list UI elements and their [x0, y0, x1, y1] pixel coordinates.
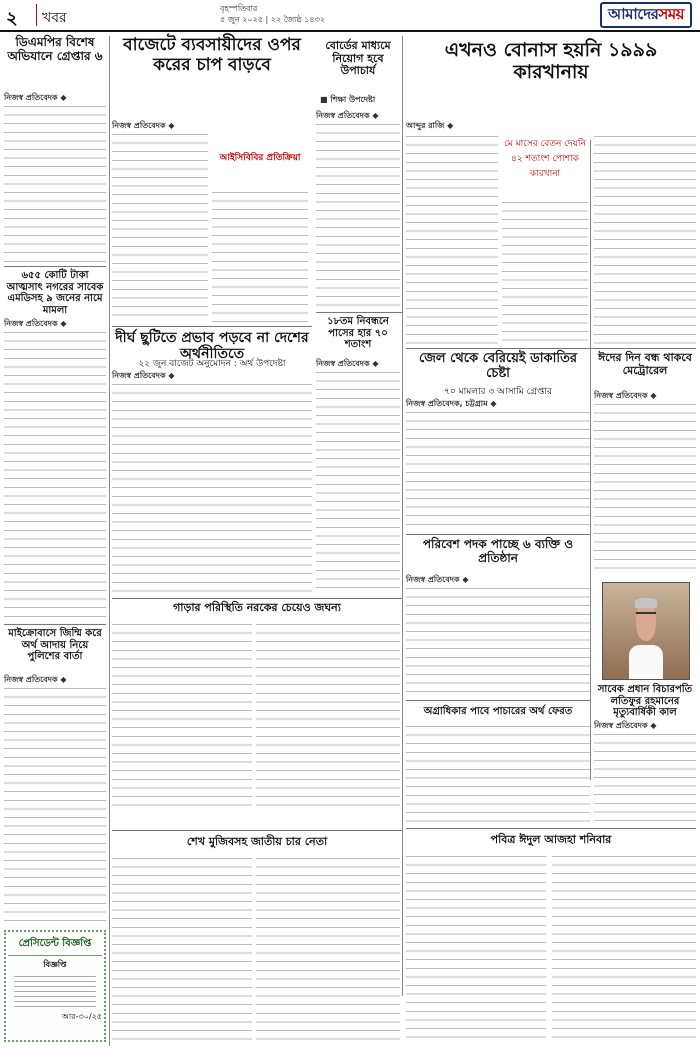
story-body: [316, 370, 400, 594]
story-headline: গাড়ার পরিস্থিতি নরকের চেয়েও জঘন্য: [173, 601, 341, 614]
story-body: [502, 200, 588, 344]
story-body: [406, 724, 590, 824]
story-pullout: মে মাসের বেতন দেয়নি ৪২ শতাংশ পোশাক কারখানা: [504, 139, 586, 179]
column-divider: [402, 36, 403, 996]
notice-title: প্রেসিডেন্ট বিজ্ঞপ্তি: [8, 934, 102, 956]
story-body: [316, 122, 400, 308]
photo-glasses: [636, 612, 657, 620]
story-kicker: ৭০ মামলার ৩ আসামি গ্রেপ্তার: [444, 387, 552, 397]
story-divider: [406, 534, 590, 535]
story-divider: [316, 312, 402, 313]
photo-shirt: [629, 645, 663, 679]
column-divider: [109, 36, 110, 1046]
newspaper-logo: আমাদেরসময়: [600, 2, 692, 28]
notice-text-line: [14, 1001, 96, 1002]
notice-text-line: [14, 996, 96, 997]
story-divider: [4, 624, 106, 625]
story-body: [112, 382, 312, 592]
notice-text-line: [14, 976, 96, 977]
story-divider: [112, 598, 402, 599]
lead-byline: নিজস্ব প্রতিবেদক ◆: [112, 121, 175, 130]
story-byline: নিজস্ব প্রতিবেদক ◆: [316, 111, 379, 120]
story-divider: [4, 266, 106, 267]
story-kicker: ২২ জুন বাজেট অনুমোদন : অর্থ উপদেষ্টা: [138, 359, 286, 369]
story-tag: ■ শিক্ষা উপদেষ্টা: [320, 95, 376, 104]
story-byline: নিজস্ব প্রতিবেদক ◆: [594, 391, 657, 400]
story-headline: জেল থেকে বেরিয়েই ডাকাতির চেষ্টা: [418, 351, 578, 381]
notice-text-line: [14, 981, 96, 982]
story-body: [256, 622, 400, 812]
story-headline: বোর্ডের মাধ্যমে নিয়োগ হবে উপাচার্য: [325, 39, 391, 78]
story-headline: শেখ মুজিবসহ জাতীয় চার নেতা: [186, 835, 328, 848]
page-number: ২: [6, 8, 18, 29]
story-headline: মাইক্রোবাসে জিম্মি করে অর্থ আদায় নিয়ে পুলিশের বার্তা: [8, 628, 102, 662]
story-body: [594, 134, 696, 344]
header-divider: [36, 4, 37, 26]
lead-body: [112, 132, 208, 322]
story-body: [594, 402, 696, 572]
story-headline: ঈদের দিন বন্ধ থাকবে মেট্রোরেল: [598, 351, 692, 377]
story-body: [552, 854, 696, 1042]
story-body: [4, 330, 106, 620]
story-divider: [406, 700, 590, 701]
lead-pullout: আইসিবিবির প্রতিক্রিয়া: [219, 153, 301, 163]
section-name: খবর: [42, 10, 67, 26]
story-divider: [112, 830, 402, 831]
column-divider: [590, 140, 591, 780]
story-divider: [112, 326, 312, 327]
photo-hair: [635, 598, 657, 608]
notice-text-line: [14, 986, 96, 987]
story-headline: এখনও বোনাস হয়নি ১৯৯৯ কারখানায়: [444, 39, 658, 83]
story-byline: আব্দুর রাজি ◆: [406, 121, 454, 130]
portrait-photo: [602, 582, 690, 680]
date-line: ৫ জুন ২০২৫ | ২২ জ্যৈষ্ঠ ১৪৩২: [220, 15, 325, 24]
story-byline: নিজস্ব প্রতিবেদক ◆: [594, 721, 657, 730]
story-headline: অগ্রাধিকার পাবে পাচারের অর্থ ফেরত: [423, 706, 573, 717]
story-divider: [406, 348, 696, 349]
story-body: [256, 856, 400, 1042]
story-body: [112, 622, 252, 812]
story-byline: নিজস্ব প্রতিবেদক ◆: [4, 93, 67, 102]
weekday: বৃহস্পতিবার: [220, 4, 258, 13]
notice-subtitle: বিজ্ঞপ্তি: [43, 960, 67, 969]
story-byline: নিজস্ব প্রতিবেদক ◆: [316, 359, 379, 368]
story-body: [594, 732, 696, 828]
story-headline: ৬৫৫ কোটি টাকা আত্মসাৎ নগরের সাবেক এমডিসহ ৯ জনের নামে মামলা: [6, 270, 104, 316]
notice-text-line: [14, 991, 96, 992]
notice-text-line: [14, 1006, 96, 1007]
story-headline: সাবেক প্রধান বিচারপতি লতিফুর রহমানের মৃত্যুবার্ষিকী কাল: [597, 684, 693, 718]
story-byline: নিজস্ব প্রতিবেদক ◆: [406, 575, 469, 584]
page-header: [0, 0, 700, 30]
story-headline: দীর্ঘ ছুটিতে প্রভাব পড়বে না দেশের অর্থনীতিতে: [115, 330, 309, 363]
date-block: [220, 3, 325, 25]
story-body: [112, 856, 252, 1042]
story-byline: নিজস্ব প্রতিবেদক, চট্টগ্রাম ◆: [406, 399, 497, 408]
lead-body: [212, 190, 308, 322]
notice-footer: আর-৩০/২৫: [61, 1012, 102, 1021]
story-byline: নিজস্ব প্রতিবেদক ◆: [4, 319, 67, 328]
story-headline: পরিবেশ পদক পাচ্ছে ৬ ব্যক্তি ও প্রতিষ্ঠান: [422, 537, 574, 565]
story-headline: ডিএমপির বিশেষ অভিযানে গ্রেপ্তার ৬: [7, 35, 103, 63]
story-body: [4, 104, 106, 264]
lead-headline: বাজেটে ব্যবসায়ীদের ওপর করের চাপ বাড়বে: [123, 35, 301, 75]
story-body: [406, 854, 546, 1042]
public-notice-box: [4, 930, 106, 1042]
story-body: [406, 410, 590, 530]
story-body: [406, 586, 590, 696]
story-headline: ১৮তম নিবন্ধনে পাসের হার ৭০ শতাংশ: [327, 316, 389, 350]
header-rule: [0, 30, 700, 32]
story-body: [4, 686, 106, 926]
story-body: [406, 134, 498, 344]
story-byline: নিজস্ব প্রতিবেদক ◆: [4, 675, 67, 684]
story-headline: পবিত্র ঈদুল আজহা শনিবার: [490, 833, 612, 846]
story-byline: নিজস্ব প্রতিবেদক ◆: [112, 371, 175, 380]
story-divider: [406, 828, 696, 829]
